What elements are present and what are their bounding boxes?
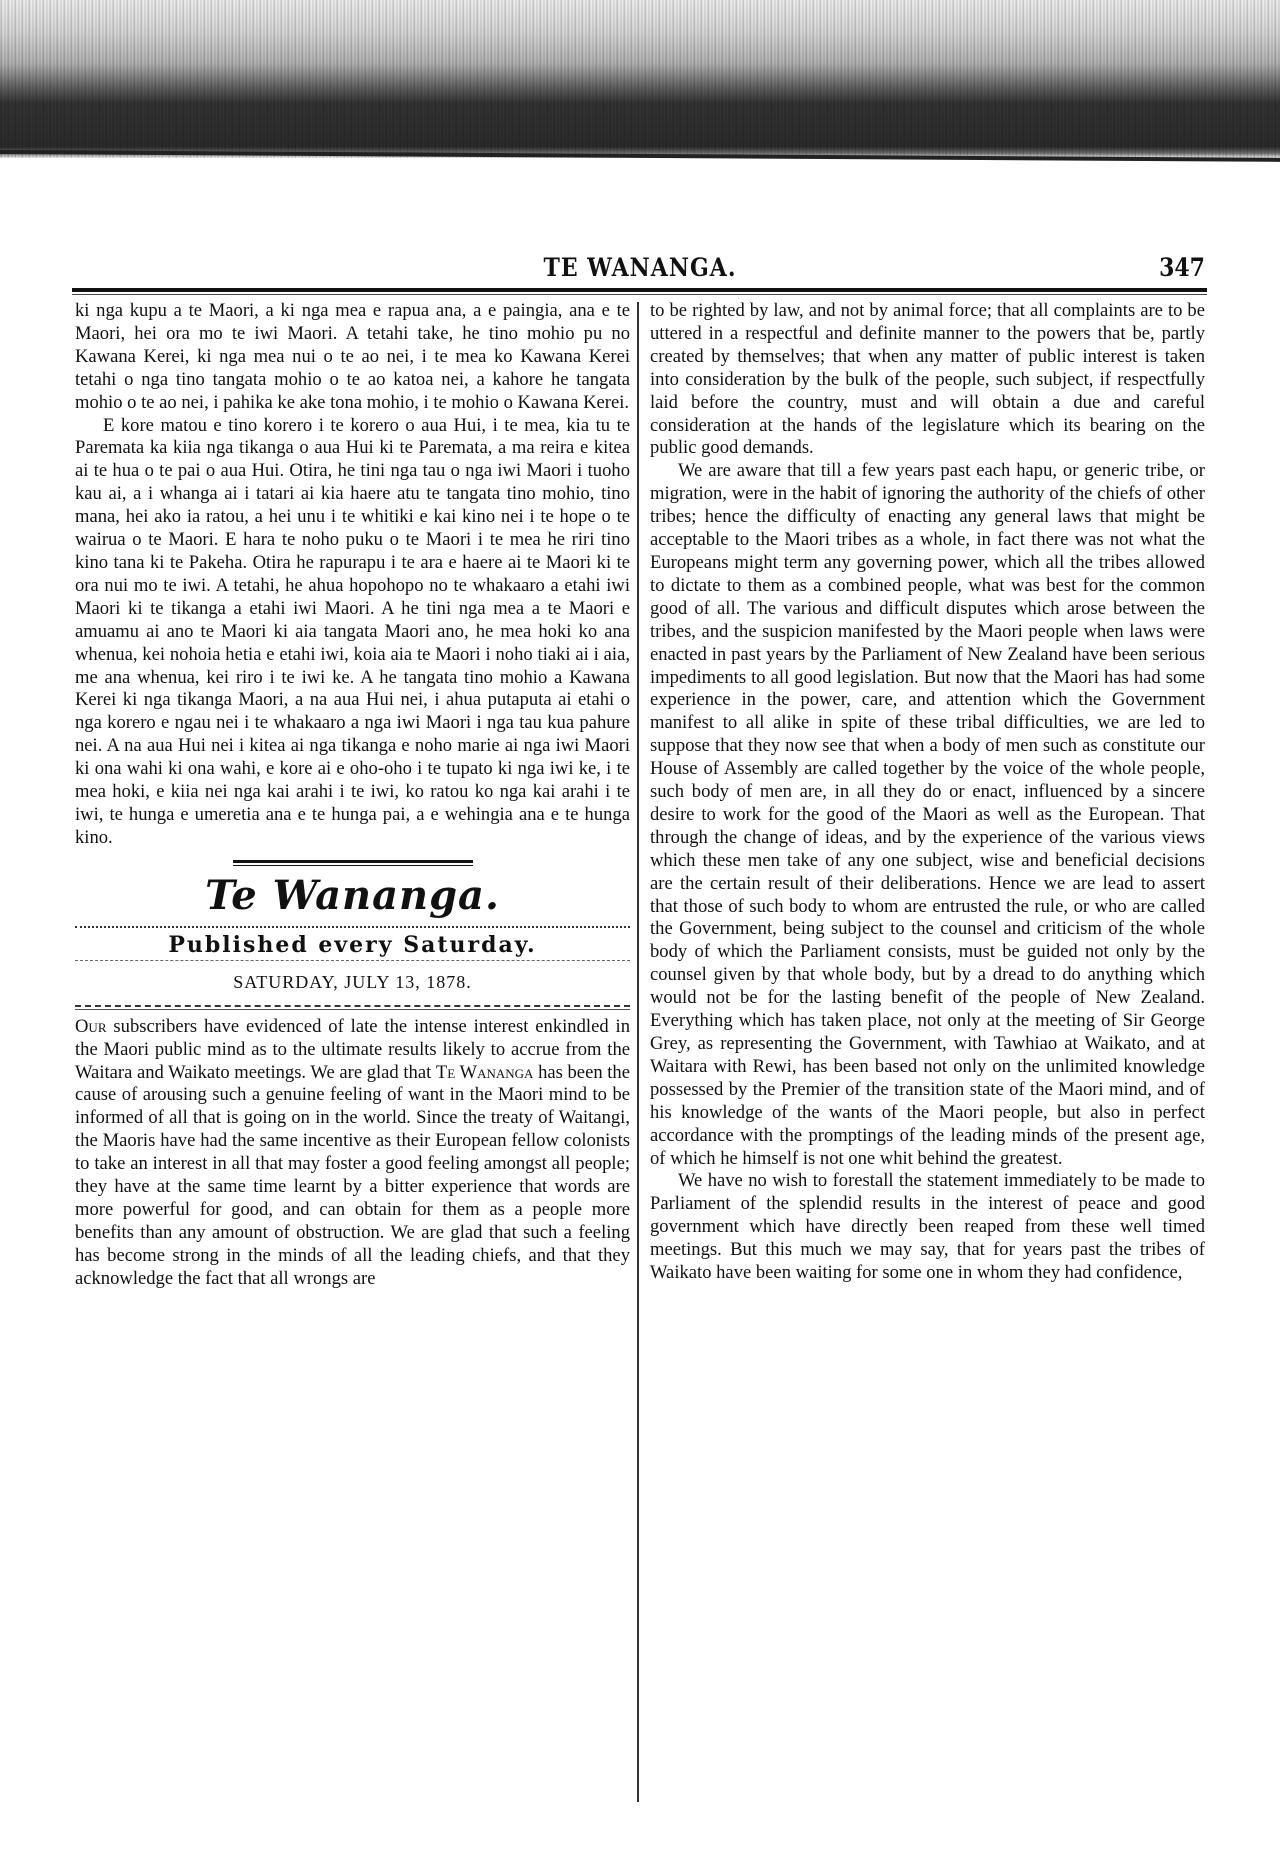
- right-column: [650, 300, 1205, 1285]
- column-divider: [637, 302, 639, 1802]
- scanned-page-top-band: [0, 0, 1280, 158]
- masthead-rule: [233, 860, 473, 863]
- editorial-text-after: has been the cause of arousing such a genuine feeling of want in the Maori mind to be informed of all that is going on in the world. Since the treaty of Waitangi, the Maoris have had the same incentive as their European fellow colonists to take an interest in all that may foster a good feeling amongst all people; they have at the same time learnt by a bitter experience that words are more powerful for good, and can obtain for them as a people more benefits than any amount of obstruction. We are glad that such a feeling has become strong in the minds of all the leading chiefs, and that they acknowledge the fact that all wrongs are: [75, 1061, 630, 1289]
- masthead-subtitle: Published every Saturday.: [168, 931, 537, 958]
- maori-paragraph-1: ki nga kupu a te Maori, a ki nga mea e rapua ana, a e paingia, ana e te Maori, hei ora mo te iwi Maori. A tetahi take, he tino mohio pu no Kawana Kerei, ki nga mea nui o te ao nei, i te mea ko Kawana Kerei tetahi o nga tino tangata mohio o te ao katoa nei, a kahore he tangata mohio o te ao nei, i pahika ke ake tona mohio, i te mohio o Kawana Kerei.: [75, 300, 630, 413]
- editorial-paragraph-3: We have no wish to forestall the statement immediately to be made to Parliament of the splendid results in the interest of peace and good government which have directly been reaped from these well timed meetings. But this much we may say, that for years past the tribes of Waikato have been waiting for some one in whom they had confidence,: [650, 1170, 1205, 1284]
- header-rule: [72, 288, 1207, 292]
- editorial-paragraph-2: We are aware that till a few years past each hapu, or generic tribe, or migration, were in the habit of ignoring the authority of the chiefs of other tribes; hence the difficulty of enacting any general laws that might be acceptable to the Maori tribes as a whole, in fact there was not what the Europeans might term any governing power, which all the tribes allowed to dictate to them as a combined people, what was best for the common good of all. The various and difficult disputes which arose between the tribes, and the suspicion manifested by the Maori people when laws were enacted in past years by the Parliament of New Zealand have been serious impediments to all good legislation. But now that the Maori has had some experience in the power, care, and attention which the Government manifest to all alike in spite of these tribal difficulties, we are led to suppose that they now see that when a body of men such as constitute our House of Assembly are called together by the voice of the whole people, such body of men are, in all they do or enact, influenced by a sincere desire to work for the good of the Maori as well as the European. That through the change of ideas, and by the experience of the various views which these men take of any one subject, wise and beneficial decisions are the certain result of their deliberations. Hence we are lead to assert that those of such body to whom are entrusted the rule, or who are called the Government, being subject to the counsel and criticism of the whole body of which the Parliament consists, must be guided not only by the counsel given by that whole body, but by a dread to do anything which would not be for the lasting benefit of the people of New Zealand. Everything which has taken place, not only at the meeting of Sir George Grey, as representing the Government, with Tawhiao at Waikato, and at Waitara with Rewi, has been based not only on the unlimited knowledge possessed by the Premier of the transition state of the Maori mind, and of his knowledge of the wants of the Maori people, but also in perfect accordance with the promptings of the leading minds of the present age, of which he himself is not one whit behind the greatest.: [650, 460, 1205, 1169]
- masthead-dotted-rule: [75, 926, 630, 928]
- date-rule-thin: [75, 1009, 630, 1010]
- issue-date: SATURDAY, JULY 13, 1878.: [233, 971, 472, 992]
- header-rule-thin: [72, 294, 1207, 295]
- masthead: [75, 860, 630, 1010]
- editorial-text-before: subscribers have evidenced of late the intense interest enkindled in the Maori public mind as to the ultimate results likely to accrue from the Waitara and Waikato meetings. We are glad that: [75, 1015, 630, 1083]
- masthead-rule-thin: [233, 865, 473, 866]
- date-dashed-rule: [75, 1005, 630, 1007]
- masthead-dashed-rule: [75, 960, 630, 961]
- left-column: [75, 300, 630, 1291]
- editorial-paragraph-1: [75, 1016, 630, 1291]
- running-title: TE WANANGA.: [543, 253, 737, 283]
- masthead-title: Te Wananga.: [205, 871, 500, 919]
- maori-paragraph-2: E kore matou e tino korero i te korero o aua Hui, i te mea, kia tu te Paremata ka kiia nga tikanga o aua Hui ki te Paremata, a ma reira e kitea ai te hua o te pai o aua Hui. Otira, he tini nga tau o nga iwi Maori i tuoho kau ai, a i whanga ai i tatari ai kia haere atu te tangata tino mohio, tino mana, hei ako ia ratou, a hei unu i te whitiki e kai kino nei i te hope o te wairua o te Maori. E hara te noho puku o te Maori i te mea he riri tino kino tana ki te Pakeha. Otira he rapurapu i te ara e haere ai te Maori ki te ora nui mo te iwi. A tetahi, he ahua hopohopo no te whakaaro a etahi iwi Maori ki te tikanga a etahi iwi Maori. A he tini nga mea a te Maori e amuamu ai ano te Maori ki aia tangata Maori ano, he mea hoki ko ana whenua, kei nohoia hetia e etahi iwi, koia aia te Maori i noho tiaki ai i aia, me ana whenua, kei riro i te iwi ke. A he tangata tino mohio a Kawana Kerei ki nga tikanga Maori, a na aua Hui nei, i ahua putaputa ai etahi o nga korero e ngau nei i te whakaaro a nga iwi Maori i nga tau kua pahure nei. A na aua Hui nei i kitea ai nga tikanga e noho marie ai nga iwi Maori ki ona wahi ki ona wahi, e kore ai e oho-oho i te tupato ki nga iwi ke, i te mea hoki, e kiia nei nga kai arahi i te iwi, ko ratou ko nga kai arahi i te iwi, te hunga e umeretia ana e te hunga pai, a e wehingia ana e te hunga kino.: [75, 414, 630, 848]
- editorial-paragraph-continued: to be righted by law, and not by animal force; that all complaints are to be uttered in a respectful and definite manner to the powers that be, partly created by themselves; that when any matter of public interest is taken into consideration by the bulk of the people, such subject, if respectfully laid before the country, must and will obtain a due and careful consideration at the hands of the legislature which its bearing on the public good demands.: [650, 300, 1205, 459]
- editorial-dropcap-word: Our: [75, 1015, 107, 1037]
- running-head: [75, 255, 1205, 285]
- paper-name-small-caps: Te Wananga: [435, 1061, 534, 1083]
- page-number: 347: [1159, 253, 1205, 283]
